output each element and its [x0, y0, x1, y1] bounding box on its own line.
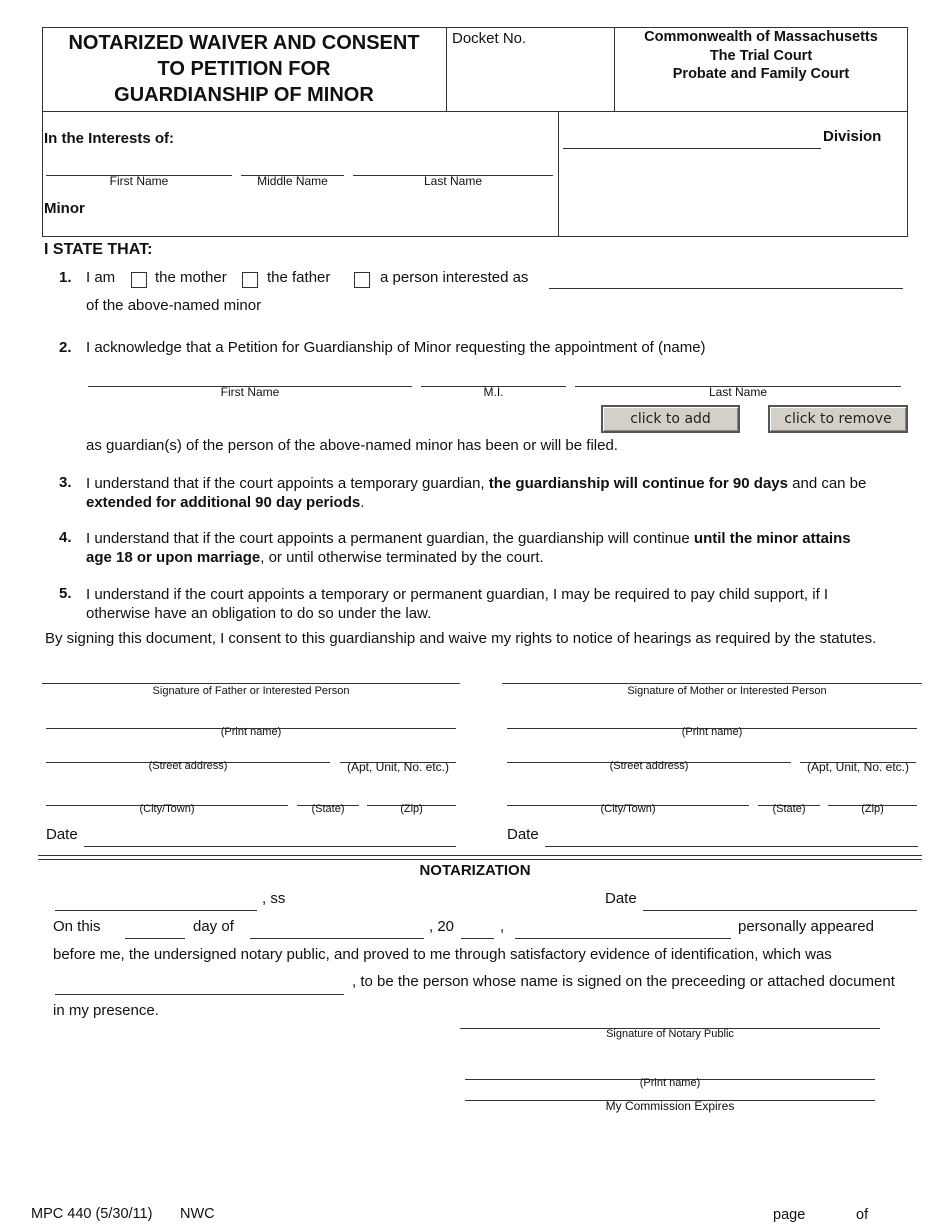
temporary-guardian-text	[86, 474, 916, 512]
month-field[interactable]	[250, 920, 424, 939]
in-presence-text: in my presence.	[53, 1002, 159, 1019]
date-label: Date	[507, 826, 539, 843]
page-label: page	[773, 1207, 806, 1223]
print-name-caption: (Print name)	[681, 726, 743, 738]
father-signature-field[interactable]	[42, 665, 460, 684]
state-caption: (State)	[772, 803, 806, 815]
add-guardian-button[interactable]: click to add	[601, 405, 740, 433]
remove-guardian-button[interactable]: click to remove	[768, 405, 908, 433]
form-title	[44, 30, 444, 108]
statements-heading: I STATE THAT:	[44, 241, 153, 258]
text-run: extended for additional 90 day periods	[86, 494, 361, 511]
form-code: NWC	[180, 1206, 215, 1222]
print-name-caption: (Print name)	[220, 726, 282, 738]
title-line: GUARDIANSHIP OF MINOR	[114, 84, 374, 106]
notarization-heading: NOTARIZATION	[419, 862, 531, 879]
text-run: .	[360, 494, 365, 511]
consent-statement: By signing this document, I consent to this guardianship and waive my rights to notice of hearings as required by the statutes.	[45, 630, 877, 647]
divider	[558, 111, 559, 237]
year-prefix-text: , 20	[429, 918, 455, 935]
title-line: TO PETITION FOR	[157, 58, 331, 80]
first-name-caption: First Name	[109, 174, 169, 188]
divider	[446, 27, 447, 112]
mother-signature-field[interactable]	[502, 665, 922, 684]
court-line: The Trial Court	[709, 47, 813, 64]
docket-number-field[interactable]	[452, 52, 611, 104]
last-name-caption: Last Name	[423, 174, 483, 188]
apt-caption: (Apt, Unit, No. etc.)	[346, 760, 450, 774]
form-id: MPC 440 (5/30/11)	[31, 1206, 153, 1222]
before-me-text: before me, the undersigned notary public, and proved to me through satisfactory evidence of identification, which was	[53, 946, 832, 963]
divider	[614, 27, 615, 112]
mother-date-field[interactable]	[545, 828, 918, 847]
mi-caption: M.I.	[483, 385, 504, 399]
court-name	[616, 28, 906, 84]
to-be-person-text: , to be the person whose name is signed on the preceeding or attached document	[352, 973, 895, 990]
permanent-guardian-text	[86, 529, 916, 567]
text-run: I understand that if the court appoints a temporary guardian,	[86, 475, 489, 492]
item-number: 4.	[59, 529, 72, 546]
item-number: 1.	[59, 269, 72, 286]
court-line: Commonwealth of Massachusetts	[644, 29, 878, 45]
text-run: otherwise have an obligation to do so under the law.	[86, 605, 432, 622]
middle-name-caption: Middle Name	[257, 174, 328, 188]
personally-appeared-text: personally appeared	[738, 918, 874, 935]
above-minor-text: of the above-named minor	[86, 297, 262, 314]
county-field[interactable]	[55, 892, 257, 911]
section-divider	[38, 859, 922, 860]
text-run: and can be	[787, 475, 867, 492]
division-label: Division	[823, 128, 882, 145]
interests-label: In the Interests of:	[44, 130, 175, 147]
notary-date-label: Date	[605, 890, 637, 907]
city-caption: (City/Town)	[600, 803, 656, 815]
page-of-label: of	[856, 1207, 869, 1223]
apt-caption: (Apt, Unit, No. etc.)	[806, 760, 910, 774]
year-field[interactable]	[461, 920, 494, 939]
guardian-filed-text: as guardian(s) of the person of the above-named minor has been or will be filed.	[86, 437, 618, 454]
state-caption: (State)	[311, 803, 345, 815]
zip-caption: (Zip)	[861, 803, 884, 815]
notary-signature-field[interactable]	[460, 1010, 880, 1029]
street-caption: (Street address)	[148, 760, 228, 772]
item-number: 5.	[59, 585, 72, 602]
father-checkbox[interactable]	[242, 272, 258, 288]
mother-signature-caption: Signature of Mother or Interested Person	[627, 685, 827, 697]
city-caption: (City/Town)	[139, 803, 195, 815]
street-caption: (Street address)	[609, 760, 689, 772]
print-name-caption: (Print name)	[639, 1077, 701, 1089]
zip-caption: (Zip)	[400, 803, 423, 815]
item-number: 3.	[59, 474, 72, 491]
section-divider	[38, 855, 922, 856]
divider	[42, 111, 908, 112]
day-of-text: day of	[193, 918, 234, 935]
item-number: 2.	[59, 339, 72, 356]
text-run: I understand if the court appoints a temporary or permanent guardian, I may be required to pay child support, if I	[86, 586, 829, 603]
interested-as-field[interactable]	[549, 270, 903, 289]
text-run: until the minor attains	[693, 530, 851, 547]
division-field[interactable]	[563, 130, 821, 149]
text-run: , or until otherwise terminated by the court.	[260, 549, 544, 566]
last-name-caption: Last Name	[708, 385, 768, 399]
docket-label: Docket No.	[452, 30, 527, 47]
commission-caption: My Commission Expires	[605, 1099, 735, 1113]
comma-text: ,	[500, 918, 505, 935]
court-line: Probate and Family Court	[672, 66, 850, 82]
first-name-caption: First Name	[220, 385, 280, 399]
father-signature-caption: Signature of Father or Interested Person	[152, 685, 350, 697]
text-run: the guardianship will continue for 90 days	[488, 475, 788, 492]
interested-person-checkbox[interactable]	[354, 272, 370, 288]
notary-date-field[interactable]	[643, 892, 917, 911]
text-run: age 18 or upon marriage	[86, 549, 261, 566]
mother-checkbox[interactable]	[131, 272, 147, 288]
i-am-text: I am	[86, 269, 116, 286]
father-label: the father	[267, 269, 331, 286]
minor-label: Minor	[44, 200, 85, 217]
notary-signature-caption: Signature of Notary Public	[606, 1028, 734, 1040]
mother-label: the mother	[155, 269, 227, 286]
identification-field[interactable]	[55, 976, 344, 995]
on-this-text: On this	[53, 918, 101, 935]
petition-text: I acknowledge that a Petition for Guardianship of Minor requesting the appointment of (name)	[86, 339, 706, 356]
ss-text: , ss	[262, 890, 286, 907]
day-field[interactable]	[125, 920, 185, 939]
appeared-name-field[interactable]	[515, 920, 731, 939]
text-run: I understand that if the court appoints a permanent guardian, the guardianship will continue	[86, 530, 694, 547]
child-support-text	[86, 585, 916, 623]
father-date-field[interactable]	[84, 828, 456, 847]
interested-person-label: a person interested as	[380, 269, 529, 286]
date-label: Date	[46, 826, 78, 843]
title-line: NOTARIZED WAIVER AND CONSENT	[68, 32, 420, 54]
